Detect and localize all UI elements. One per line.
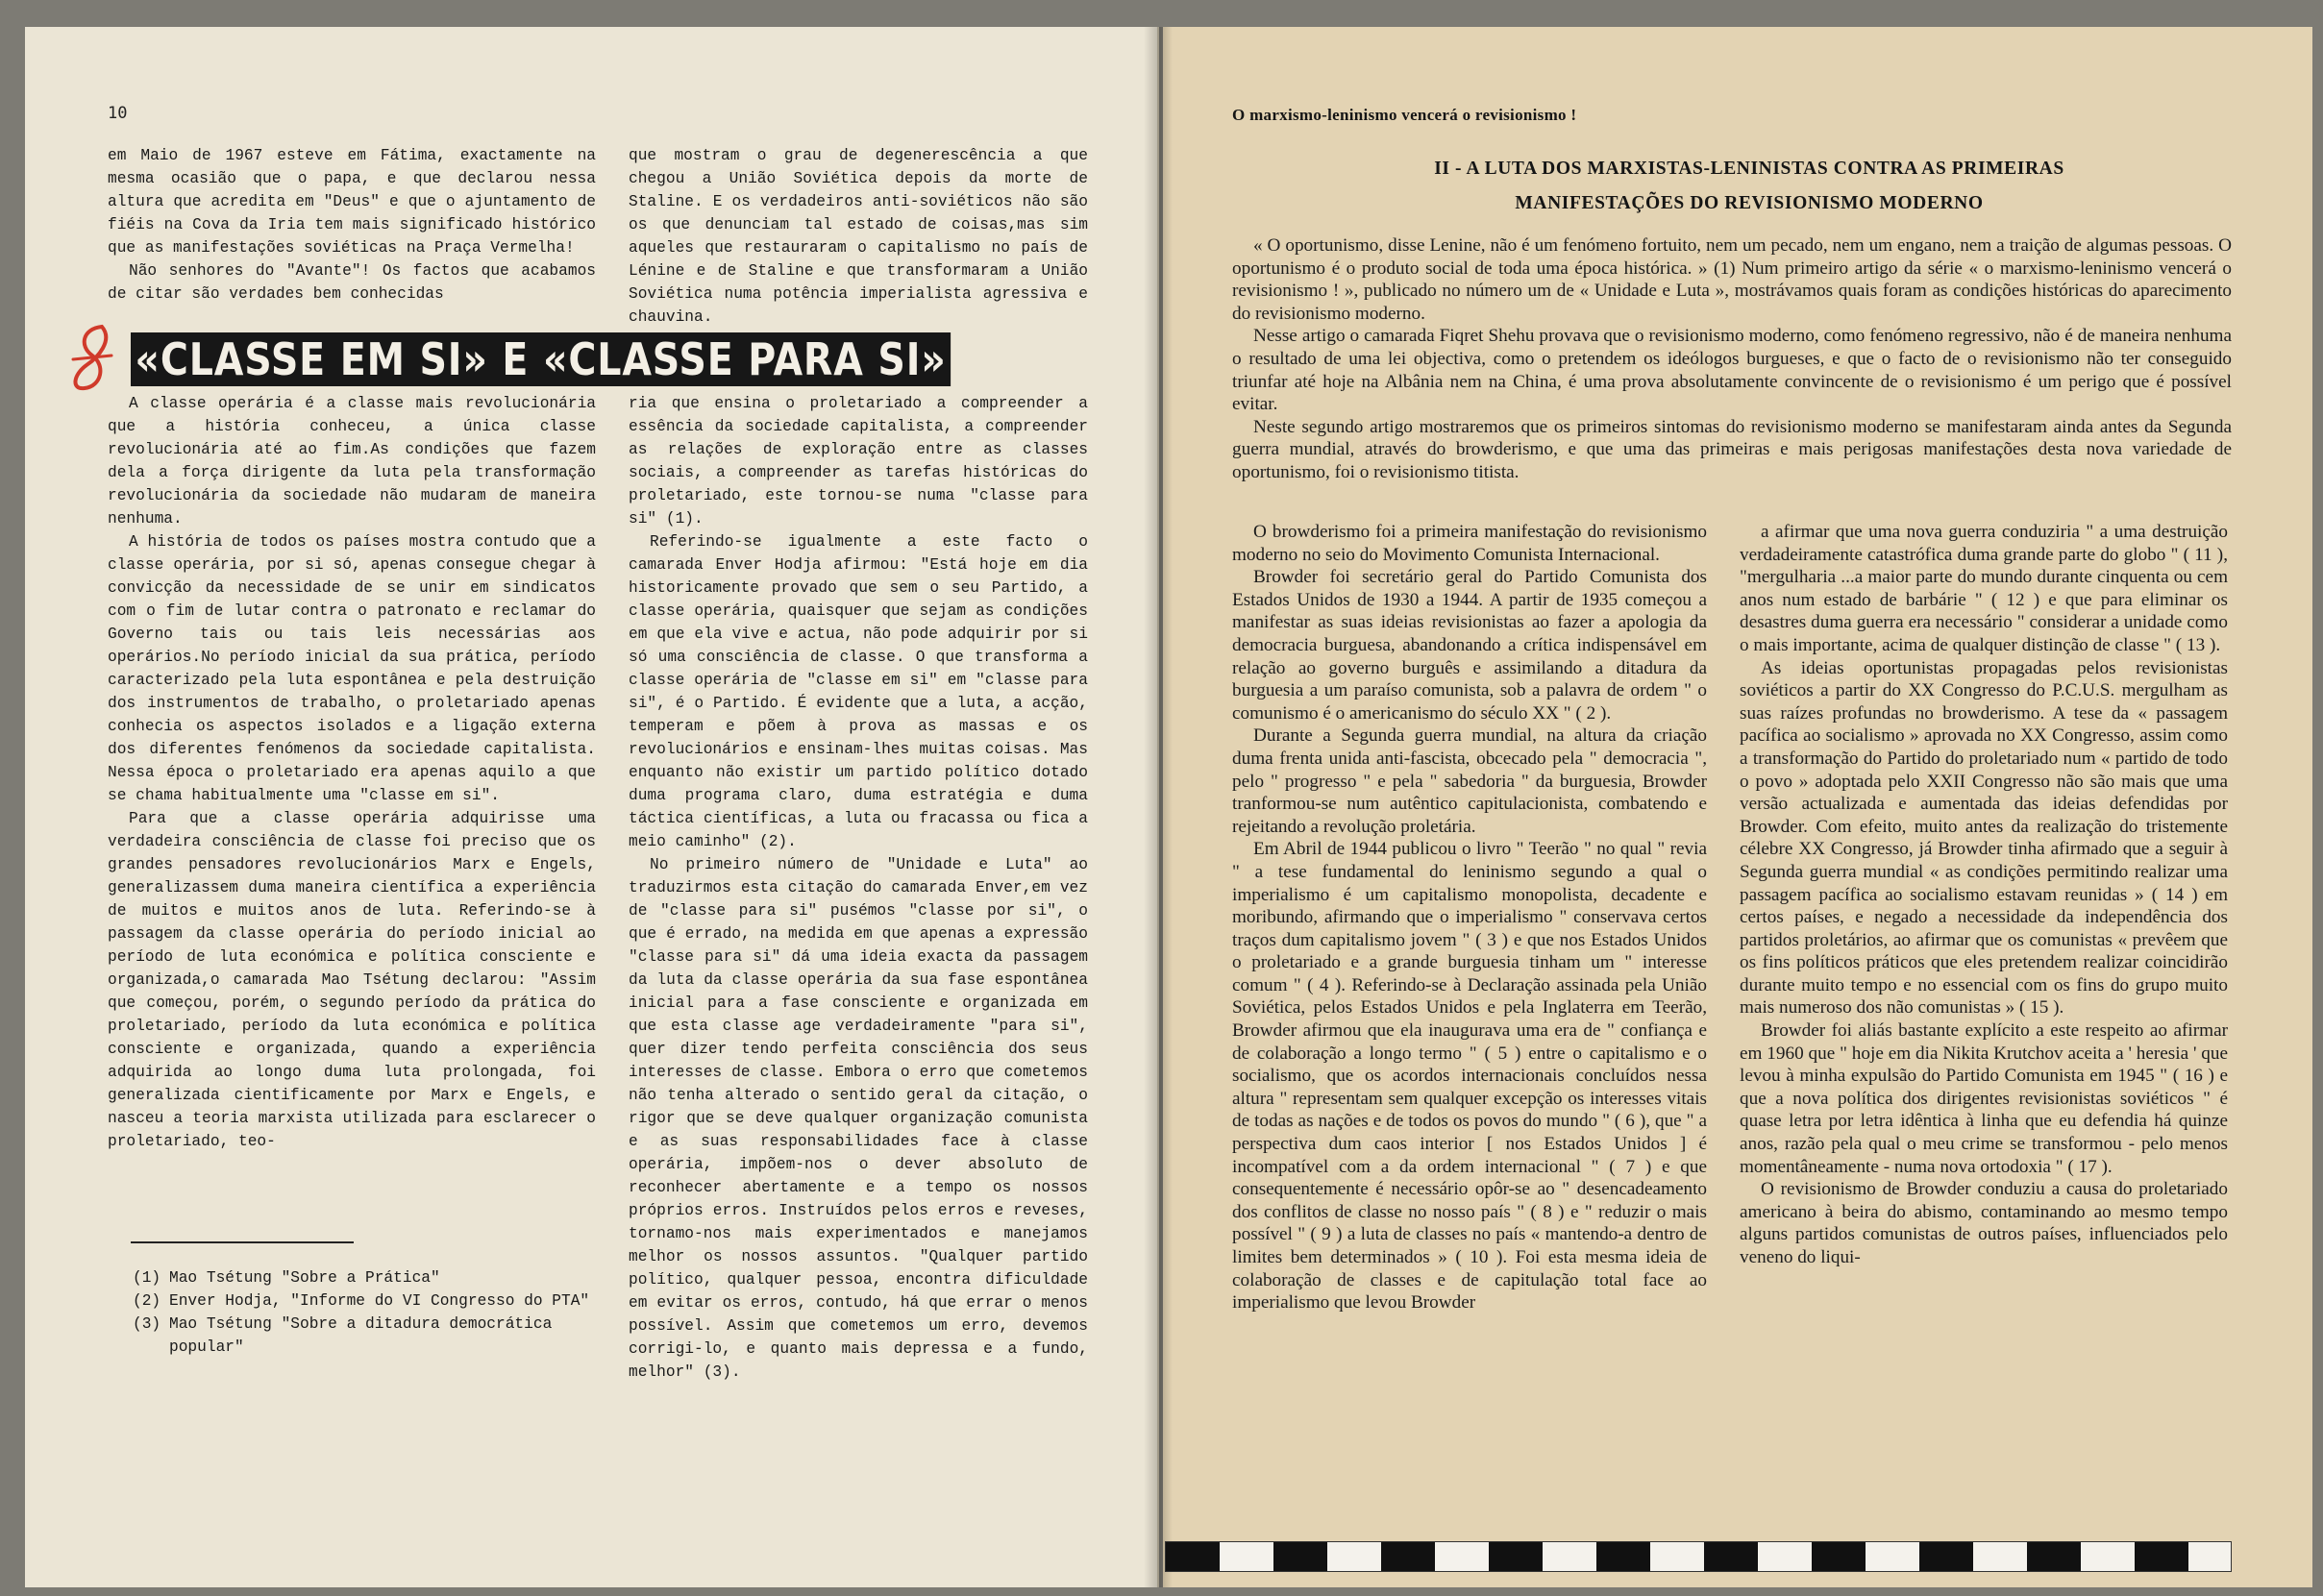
book-gutter xyxy=(1144,27,1173,1587)
footnote-text: Mao Tsétung "Sobre a Prática" xyxy=(169,1269,440,1287)
left-body-column-2 xyxy=(629,392,1088,1384)
paragraph: Não senhores do "Avante"! Os factos que acabamos de citar são verdades bem conhecidas xyxy=(108,262,596,303)
paragraph: que mostram o grau de degenerescência a que chegou a União Soviética depois da morte de Staline. E os verdadeiros anti-soviéticos não são os que denunciam tal estado de coisas,mas sim aqueles que restauraram o capitalismo no país de Lénine e de Staline e que transformaram a União Soviética numa potência imperialista agressiva e chauvina. xyxy=(629,147,1088,326)
left-top-column-1 xyxy=(108,144,596,306)
paragraph: Neste segundo artigo mostraremos que os primeiros sintomas do revisionismo moderno se manifestaram ainda antes da Segunda guerra mundial, através do browderismo, e que uma das primeiras e mais perigosas manifestações desta nova variedade de oportunismo, foi o revisionismo titista. xyxy=(1232,416,2232,482)
footnotes xyxy=(133,1266,604,1359)
paragraph: ria que ensina o proletariado a compreender a essência da sociedade capitalista, a compreender as relações de exploração entre as classes sociais, a compreender as tarefas históricas do proletariado, este tornou-se numa "classe para si" (1). xyxy=(629,395,1088,528)
paragraph: A classe operária é a classe mais revolucionária que a história conheceu, a única classe revolucionária até ao fim.As condições que fazem dela a força dirigente da luta pela transformação revolucionária da sociedade não mudaram de maneira nenhuma. xyxy=(108,395,596,528)
right-body-column-2 xyxy=(1740,521,2228,1269)
footnote-number: (2) xyxy=(133,1292,161,1310)
paragraph: No primeiro número de "Unidade e Luta" ao traduzirmos esta citação do camarada Enver,em vez de "classe para si" pusémos "classe por si", o que é errado, na medida em que apenas a expressão "classe para si" dá uma ideia exacta da passagem da luta da classe operária da sua fase espontânea inicial para a fase consciente e organizada em que esta classe age verdadeiramente "para si", quer dizer tendo perfeita consciência dos seus interesses de classe. Embora o erro que cometemos não tenha alterado o sentido geral da citação, o rigor que se deve qualquer organização comunista e as suas responsabilidades face à classe operária, impõem-nos o dever absoluto de reconhecer abertamente e a tempo os nossos próprios erros. Instruídos pelos erros e reveses, tornamo-nos mais experimentados e manejamos melhor os nossos assuntos. "Qualquer partido político, qualquer pessoa, encontra dificuldade em evitar os erros, contudo, há que errar o menos possível. Assim que cometemos um erro, devemos corrigi-lo, e quanto mais depressa e a fundo, melhor" (3). xyxy=(629,856,1088,1381)
left-body-column-1 xyxy=(108,392,596,1153)
paragraph: a afirmar que uma nova guerra conduziria " a uma destruição verdadeiramente catastrófica duma grande parte do globo " ( 11 ), "mergulharia ...a maior parte do mundo durante cinquenta ou cem anos num estado de barbárie " ( 12 ) e que para eliminar os desastres duma guerra era necessário " considerar a unidade como o mais importante, acima de qualquer distinção de classe " ( 13 ). xyxy=(1740,522,2228,655)
paragraph: Nesse artigo o camarada Fiqret Shehu provava que o revisionismo moderno, como fenómeno regressivo, não é de maneira nenhuma o resultado de uma lei objectiva, como o pretendem os ideólogos burgueses, e que o facto de o revisionismo não ter conseguido triunfar até hoje na Albânia nem na China, é uma prova absolutamente convincente de o revisionismo é um perigo que é possível evitar. xyxy=(1232,326,2232,415)
footnote-text: Mao Tsétung "Sobre a ditadura democrática popular" xyxy=(169,1315,553,1356)
paragraph: Em Abril de 1944 publicou o livro " Teerão " no qual " revia " a tese fundamental do leninismo segundo a qual o imperialismo é um capitalismo monopolista, decadente e moribundo, afirmando que o imperialismo " conservava certos traços dum capitalismo jovem " ( 3 ) e que nos Estados Unidos o proletariado e a grande burguesia tinham um " interesse comum " ( 4 ). Referindo-se à Declaração assinada pela União Soviética, pelos Estados Unidos e pela Inglaterra em Teerão, Browder afirmou que ela inaugurava uma era de " confiança e de colaboração a longo termo " ( 5 ) entre o capitalismo e o socialismo, que os acordos internacionais concluídos nessa altura " representam sem qualquer excepção os interesses vitais de todas as nações e de todos os povos do mundo " ( 6 ), que " a perspectiva dum caos interior [ nos Estados Unidos ] é incompatível com a da ordem internacional " ( 7 ) e que consequentemente é necessário opôr-se ao " desencadeamento dos conflitos de classe no nosso país " ( 8 ) e " reduzir o mais possível " ( 9 ) a luta de classes no país « mantendo-a dentro de limites bem determinados » ( 10 ). Foi esta mesma ideia de colaboração de classes e de capitulação total face ao imperialismo que levou Browder xyxy=(1232,839,1707,1314)
paragraph: O revisionismo de Browder conduziu a causa do proletariado americano à beira do abismo, contaminando ao mesmo tempo alguns partidos comunistas de outros países, influenciados pelo veneno do liqui- xyxy=(1740,1179,2228,1267)
paragraph: Referindo-se igualmente a este facto o camarada Enver Hodja afirmou: "Está hoje em dia historicamente provado que sem o seu Partido, a classe operária, quaisquer que sejam as condições em que ela vive e actua, não pode adquirir por si só uma consciência de classe. O que transforma a classe operária de "classe em si" em "classe para si", é o Partido. É evidente que a luta, a acção, temperam e põem à prova as massas e os revolucionários e ensinam-lhes muitas coisas. Mas enquanto não existir um partido político dotado duma programa claro, duma estratégia e duma táctica científicas, a luta ou fracassa ou fica a meio caminho" (2). xyxy=(629,533,1088,850)
series-title: O marxismo-leninismo vencerá o revisionismo ! xyxy=(1232,106,1577,124)
section-title-line: MANIFESTAÇÕES DO REVISIONISMO MODERNO xyxy=(1515,193,1984,213)
paragraph: Browder foi aliás bastante explícito a este respeito ao afirmar em 1960 que " hoje em dia Nikita Krutchov aceita a ' heresia ' que levou à minha expulsão do Partido Comunista em 1945 " ( 16 ) e que a nova política dos dirigentes revisionistas soviéticos " é quase letra por letra idêntica à linha que eu defendia há quinze anos, razão pela qual o meu crime se transformou - pelo menos momentâneamente - numa nova ortodoxia " ( 17 ). xyxy=(1740,1020,2228,1177)
paragraph: Browder foi secretário geral do Partido Comunista dos Estados Unidos de 1930 a 1944. A partir de 1935 começou a manifestar as suas ideias revisionistas ao fazer a apologia da democracia burguesa, abandonando a crítica indispensável em relação ao governo burguês e assimilando a ditadura da burguesia a um paraíso comunista, sob a palavra de ordem " o comunismo é o americanismo do século XX " ( 2 ). xyxy=(1232,567,1707,724)
article-title-banner: «CLASSE EM SI» E «CLASSE PARA SI» xyxy=(131,332,951,386)
footnote-text: Enver Hodja, "Informe do VI Congresso do PTA" xyxy=(169,1292,590,1310)
right-body-column-1 xyxy=(1232,521,1707,1314)
paragraph: As ideias oportunistas propagadas pelos revisionistas soviéticos a partir do XX Congresso do P.C.U.S. mergulham as suas raízes profundas no browderismo. A tese da « passagem pacífica ao socialismo » aprovada no XX Congresso, assim como a transformação do Partido do proletariado num « partido de todo o povo » adoptada pelo XXII Congresso não são mais que uma versão actualizada e aumentada das ideias defendidas por Browder. Com efeito, muito antes da realização do tristemente célebre XX Congresso, já Browder tinha afirmado que a seguir à Segunda guerra mundial « as condições permitindo realizar uma passagem pacífica ao socialismo estavam reunidas » ( 14 ) em certos países, e negado a necessidade da independência dos partidos proletários, ao afirmar que os comunistas « prevêem que os fins políticos práticos que eles pretendem realizar coincidirão durante muito tempo e no essencial com os fins do grupo muito mais numeroso dos não comunistas » ( 15 ). xyxy=(1740,657,2228,1019)
red-handwritten-mark-icon xyxy=(63,321,121,398)
footnote xyxy=(133,1266,604,1289)
paragraph: « O oportunismo, disse Lenine, não é um fenómeno fortuito, nem um pecado, nem um engano, nem a traição de algumas pessoas. O oportunismo é o produto social de toda uma época histórica. » (1) Num primeiro artigo da série « o marxismo-leninismo vencerá o revisionismo ! », publicado no número um de « Unidade e Luta », mostrávamos quais foram as condições históricas do aparecimento do revisionismo moderno. xyxy=(1232,235,2232,324)
paragraph: O browderismo foi a primeira manifestação do revisionismo moderno no seio do Movimento Comunista Internacional. xyxy=(1232,522,1707,565)
footnote xyxy=(133,1313,604,1359)
intro-text xyxy=(1232,234,2232,484)
paragraph: Para que a classe operária adquirisse uma verdadeira consciência de classe foi preciso que os grandes pensadores revolucionários Marx e Engels, generalizassem duma maneira científica a experiência de muitos e muitos anos de luta. Referindo-se à passagem da classe operária do período inicial ao período de luta económica e política consciente e organizada,o camarada Mao Tsétung declarou: "Assim que começou, porém, o segundo período da prática do proletariado, período da luta económica e política consciente e organizada, quando a experiência adquirida ao longo duma luta prolongada, foi generalizada cientificamente por Marx e Engels, e nasceu a teoria marxista utilizada para esclarecer o proletariado, teo- xyxy=(108,810,596,1150)
section-title xyxy=(1269,152,2230,221)
section-title-line: II - A LUTA DOS MARXISTAS-LENINISTAS CONTRA AS PRIMEIRAS xyxy=(1434,159,2064,179)
paragraph: A história de todos os países mostra contudo que a classe operária, por si só, apenas consegue chegar à convicção da necessidade de se unir em sindicatos com o fim de lutar contra o patronato e reclamar do Governo tais ou tais leis necessárias aos operários.No período inicial da sua prática, período caracterizado pela luta espontânea e pela destruição dos instrumentos de trabalho, o proletariado apenas conhecia os aspectos isolados e a ligação externa dos diferentes fenómenos da sociedade capitalista. Nessa época o proletariado era apenas aquilo a que se chama habitualmente uma "classe em si". xyxy=(108,533,596,804)
footnote-number: (3) xyxy=(133,1315,161,1333)
paragraph: em Maio de 1967 esteve em Fátima, exactamente na mesma ocasião que o papa, e que declarou nessa altura que acredita em "Deus" e que o ajuntamento de fiéis na Cova da Iria tem mais significado histórico que as manifestações soviéticas na Praça Vermelha! xyxy=(108,147,596,257)
footnote xyxy=(133,1289,604,1313)
footnote-divider xyxy=(131,1241,354,1243)
left-top-column-2 xyxy=(629,144,1088,329)
page-number: 10 xyxy=(108,104,128,123)
measurement-ruler-icon xyxy=(1165,1541,2232,1572)
paragraph: Durante a Segunda guerra mundial, na altura da criação duma frenta unida anti-fascista, obcecado pela " democracia ", pelo " progresso " e pela " sabedoria " da burguesia, Browder tranformou-se num autêntico capitulacionista, combatendo e rejeitando a revolução proletária. xyxy=(1232,725,1707,837)
footnote-number: (1) xyxy=(133,1269,161,1287)
